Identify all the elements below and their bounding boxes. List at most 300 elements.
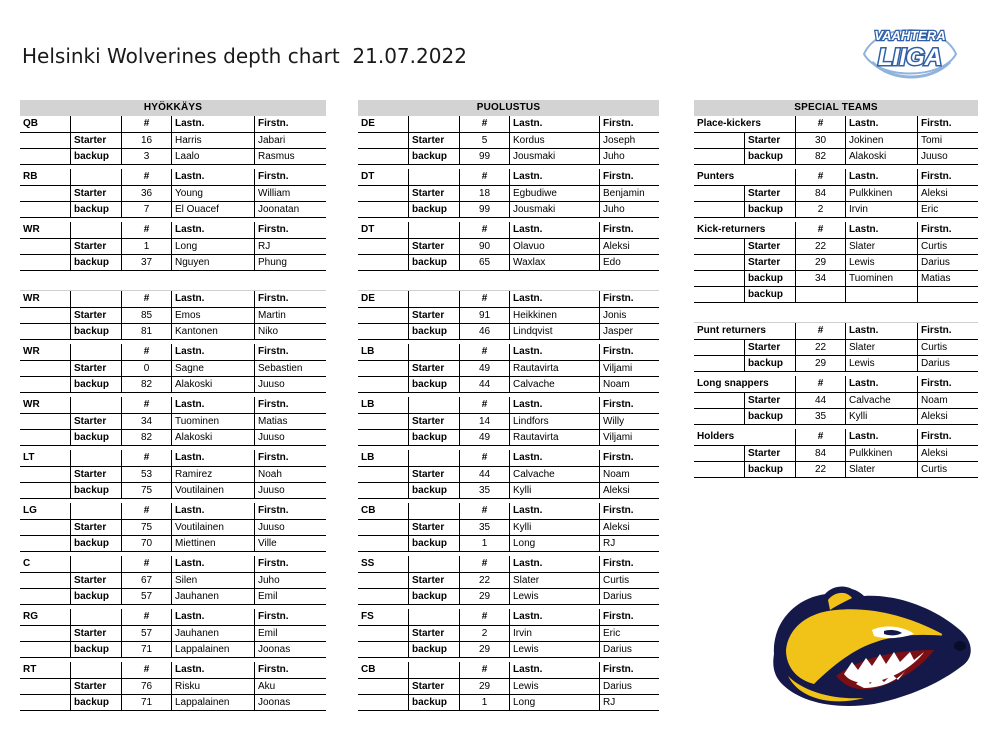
depth-role: Starter: [70, 238, 121, 254]
special-section-header: SPECIAL TEAMS: [694, 100, 978, 116]
position-block: [20, 291, 326, 340]
player-last-name: Calvache: [509, 376, 599, 392]
player-first-name: Benjamin: [599, 185, 659, 201]
player-first-name: Eric: [599, 625, 659, 641]
player-first-name: Joonas: [254, 641, 326, 657]
player-first-name: Juho: [254, 572, 326, 588]
depth-role: backup: [408, 323, 459, 339]
first-name-column-header: Firstn.: [254, 169, 326, 185]
first-name-column-header: Firstn.: [917, 169, 978, 185]
empty-cell: [408, 503, 459, 519]
position-block: [20, 450, 326, 499]
empty-cell: [408, 169, 459, 185]
depth-role: Starter: [744, 254, 795, 270]
number-column-header: #: [459, 450, 509, 466]
depth-role: Starter: [70, 678, 121, 694]
player-last-name: Lewis: [509, 641, 599, 657]
jersey-number: 44: [795, 392, 845, 408]
player-first-name: Joonas: [254, 694, 326, 710]
empty-cell: [358, 132, 408, 148]
position-block: [358, 450, 659, 499]
empty-cell: [694, 238, 744, 254]
player-last-name: Voutilainen: [171, 482, 254, 498]
position-block: [20, 609, 326, 658]
empty-cell: [694, 254, 744, 270]
last-name-column-header: Lastn.: [509, 609, 599, 625]
player-first-name: Juuso: [254, 429, 326, 445]
last-name-column-header: Lastn.: [171, 503, 254, 519]
empty-cell: [70, 169, 121, 185]
player-first-name: Juho: [599, 201, 659, 217]
first-name-column-header: Firstn.: [599, 397, 659, 413]
jersey-number: 44: [459, 376, 509, 392]
depth-role: Starter: [408, 307, 459, 323]
player-first-name: Emil: [254, 625, 326, 641]
depth-role: Starter: [408, 466, 459, 482]
first-name-column-header: Firstn.: [917, 323, 978, 339]
number-column-header: #: [795, 222, 845, 238]
empty-cell: [20, 588, 70, 604]
depth-role: backup: [744, 355, 795, 371]
empty-cell: [358, 323, 408, 339]
position-label: WR: [23, 346, 40, 357]
player-last-name: Kylli: [845, 408, 917, 424]
position-block: [358, 503, 659, 552]
empty-cell: [20, 535, 70, 551]
last-name-column-header: Lastn.: [845, 116, 917, 132]
first-name-column-header: Firstn.: [599, 556, 659, 572]
empty-cell: [694, 185, 744, 201]
position-label: QB: [23, 118, 38, 129]
player-first-name: Viljami: [599, 429, 659, 445]
empty-cell: [358, 307, 408, 323]
depth-role: Starter: [70, 360, 121, 376]
jersey-number: 37: [121, 254, 171, 270]
jersey-number: 71: [121, 641, 171, 657]
wolverine-head-icon: [764, 584, 976, 710]
jersey-number: 85: [121, 307, 171, 323]
jersey-number: 1: [121, 238, 171, 254]
empty-cell: [408, 291, 459, 307]
number-column-header: #: [121, 344, 171, 360]
player-first-name: RJ: [254, 238, 326, 254]
player-last-name: Olavuo: [509, 238, 599, 254]
depth-role: Starter: [408, 360, 459, 376]
player-first-name: Aleksi: [917, 445, 978, 461]
position-label: Long snappers: [697, 378, 769, 389]
number-column-header: #: [459, 397, 509, 413]
player-last-name: Jauhanen: [171, 625, 254, 641]
position-block: [20, 116, 326, 165]
player-first-name: Eric: [917, 201, 978, 217]
depth-role: Starter: [408, 678, 459, 694]
jersey-number: 49: [459, 360, 509, 376]
depth-role: backup: [744, 201, 795, 217]
player-first-name: [917, 286, 978, 302]
depth-role: backup: [408, 201, 459, 217]
position-block: [20, 556, 326, 605]
jersey-number: 67: [121, 572, 171, 588]
depth-role: backup: [744, 408, 795, 424]
jersey-number: 22: [459, 572, 509, 588]
position-label: CB: [361, 664, 376, 675]
first-name-column-header: Firstn.: [254, 222, 326, 238]
player-first-name: RJ: [599, 694, 659, 710]
player-first-name: Rasmus: [254, 148, 326, 164]
player-first-name: Emil: [254, 588, 326, 604]
jersey-number: 29: [459, 678, 509, 694]
player-last-name: Jokinen: [845, 132, 917, 148]
position-label: Punters: [697, 171, 735, 182]
jersey-number: 71: [121, 694, 171, 710]
defense-section: [358, 100, 659, 711]
empty-cell: [358, 519, 408, 535]
player-first-name: Noah: [254, 466, 326, 482]
depth-role: backup: [70, 482, 121, 498]
empty-cell: [408, 450, 459, 466]
offense-section-header: HYÖKKÄYS: [20, 100, 326, 116]
jersey-number: 1: [459, 535, 509, 551]
empty-cell: [70, 503, 121, 519]
number-column-header: #: [459, 503, 509, 519]
depth-role: backup: [70, 641, 121, 657]
first-name-column-header: Firstn.: [599, 450, 659, 466]
depth-role: backup: [408, 429, 459, 445]
last-name-column-header: Lastn.: [171, 397, 254, 413]
first-name-column-header: Firstn.: [599, 291, 659, 307]
empty-cell: [358, 535, 408, 551]
player-last-name: Long: [509, 535, 599, 551]
position-block: [358, 222, 659, 271]
jersey-number: 0: [121, 360, 171, 376]
empty-cell: [20, 360, 70, 376]
depth-role: Starter: [70, 185, 121, 201]
first-name-column-header: Firstn.: [917, 429, 978, 445]
jersey-number: 75: [121, 482, 171, 498]
position-label: DT: [361, 224, 375, 235]
empty-cell: [20, 572, 70, 588]
player-first-name: Darius: [917, 355, 978, 371]
depth-role: backup: [744, 461, 795, 477]
depth-role: backup: [408, 694, 459, 710]
empty-cell: [20, 413, 70, 429]
jersey-number: 99: [459, 148, 509, 164]
jersey-number: 2: [795, 201, 845, 217]
empty-cell: [70, 450, 121, 466]
player-first-name: Phung: [254, 254, 326, 270]
empty-cell: [358, 625, 408, 641]
depth-role: backup: [70, 376, 121, 392]
player-last-name: Egbudiwe: [509, 185, 599, 201]
depth-role: Starter: [70, 466, 121, 482]
player-last-name: Slater: [845, 461, 917, 477]
player-last-name: Sagne: [171, 360, 254, 376]
player-first-name: Viljami: [599, 360, 659, 376]
empty-cell: [358, 641, 408, 657]
first-name-column-header: Firstn.: [254, 116, 326, 132]
position-label: LT: [23, 452, 35, 463]
player-first-name: Jasper: [599, 323, 659, 339]
number-column-header: #: [121, 609, 171, 625]
empty-cell: [694, 355, 744, 371]
number-column-header: #: [459, 222, 509, 238]
jersey-number: 91: [459, 307, 509, 323]
depth-role: backup: [408, 641, 459, 657]
player-first-name: Aleksi: [599, 482, 659, 498]
number-column-header: #: [121, 222, 171, 238]
depth-role: Starter: [70, 519, 121, 535]
player-last-name: Slater: [509, 572, 599, 588]
player-last-name: Long: [509, 694, 599, 710]
empty-cell: [358, 429, 408, 445]
number-column-header: #: [459, 556, 509, 572]
vaahteraliiga-logo: [858, 18, 962, 84]
block-spacer: [694, 303, 978, 323]
last-name-column-header: Lastn.: [845, 376, 917, 392]
empty-cell: [694, 339, 744, 355]
number-column-header: #: [121, 556, 171, 572]
empty-cell: [408, 116, 459, 132]
jersey-number: 57: [121, 588, 171, 604]
position-label: Place-kickers: [697, 118, 761, 129]
position-block: [694, 222, 978, 303]
player-last-name: Jauhanen: [171, 588, 254, 604]
player-last-name: Kordus: [509, 132, 599, 148]
player-last-name: Alakoski: [171, 429, 254, 445]
depth-role: Starter: [70, 413, 121, 429]
depth-role: backup: [408, 254, 459, 270]
depth-role: backup: [744, 286, 795, 302]
last-name-column-header: Lastn.: [509, 503, 599, 519]
player-first-name: Aleksi: [917, 185, 978, 201]
number-column-header: #: [121, 450, 171, 466]
position-label: RT: [23, 664, 37, 675]
empty-cell: [20, 678, 70, 694]
logo-text-bottom: LIIGA: [878, 44, 942, 71]
empty-cell: [694, 461, 744, 477]
position-label: SS: [361, 558, 375, 569]
player-first-name: Niko: [254, 323, 326, 339]
depth-role: backup: [744, 148, 795, 164]
depth-role: Starter: [744, 238, 795, 254]
defense-section-header: PUOLUSTUS: [358, 100, 659, 116]
wolverine-mascot: [764, 584, 976, 710]
depth-role: Starter: [70, 625, 121, 641]
player-last-name: Lewis: [509, 588, 599, 604]
depth-role: Starter: [408, 185, 459, 201]
player-first-name: Curtis: [917, 339, 978, 355]
player-first-name: Juuso: [254, 482, 326, 498]
empty-cell: [20, 482, 70, 498]
empty-cell: [408, 662, 459, 678]
empty-cell: [358, 360, 408, 376]
first-name-column-header: Firstn.: [917, 222, 978, 238]
empty-cell: [20, 201, 70, 217]
position-label: Holders: [697, 431, 735, 442]
position-label: DE: [361, 118, 375, 129]
jersey-number: 53: [121, 466, 171, 482]
position-block: [20, 397, 326, 446]
depth-role: backup: [70, 429, 121, 445]
empty-cell: [358, 413, 408, 429]
position-block: [358, 556, 659, 605]
depth-role: Starter: [70, 572, 121, 588]
first-name-column-header: Firstn.: [917, 376, 978, 392]
player-last-name: Lewis: [509, 678, 599, 694]
first-name-column-header: Firstn.: [599, 222, 659, 238]
first-name-column-header: Firstn.: [599, 503, 659, 519]
empty-cell: [20, 132, 70, 148]
player-first-name: Ville: [254, 535, 326, 551]
depth-role: Starter: [408, 519, 459, 535]
player-last-name: Waxlax: [509, 254, 599, 270]
last-name-column-header: Lastn.: [845, 429, 917, 445]
first-name-column-header: Firstn.: [599, 662, 659, 678]
first-name-column-header: Firstn.: [254, 556, 326, 572]
player-last-name: Emos: [171, 307, 254, 323]
last-name-column-header: Lastn.: [171, 556, 254, 572]
number-column-header: #: [795, 323, 845, 339]
player-last-name: Lindfors: [509, 413, 599, 429]
position-label: LB: [361, 452, 375, 463]
empty-cell: [408, 397, 459, 413]
player-last-name: Lappalainen: [171, 641, 254, 657]
empty-cell: [408, 222, 459, 238]
jersey-number: 3: [121, 148, 171, 164]
player-last-name: Risku: [171, 678, 254, 694]
last-name-column-header: Lastn.: [509, 116, 599, 132]
jersey-number: 29: [795, 355, 845, 371]
empty-cell: [358, 238, 408, 254]
depth-role: backup: [744, 270, 795, 286]
jersey-number: 99: [459, 201, 509, 217]
player-first-name: Martin: [254, 307, 326, 323]
player-last-name: Nguyen: [171, 254, 254, 270]
depth-role: Starter: [744, 392, 795, 408]
maple-leaf-logo-icon: [858, 18, 962, 84]
player-last-name: Lappalainen: [171, 694, 254, 710]
player-last-name: Laalo: [171, 148, 254, 164]
depth-role: backup: [408, 535, 459, 551]
jersey-number: 35: [459, 482, 509, 498]
last-name-column-header: Lastn.: [171, 662, 254, 678]
player-first-name: Noam: [599, 466, 659, 482]
first-name-column-header: Firstn.: [254, 291, 326, 307]
player-last-name: Tuominen: [171, 413, 254, 429]
last-name-column-header: Lastn.: [509, 450, 599, 466]
number-column-header: #: [121, 662, 171, 678]
jersey-number: 76: [121, 678, 171, 694]
number-column-header: #: [459, 169, 509, 185]
jersey-number: 90: [459, 238, 509, 254]
jersey-number: 34: [121, 413, 171, 429]
empty-cell: [358, 201, 408, 217]
player-first-name: Matias: [254, 413, 326, 429]
player-first-name: Curtis: [599, 572, 659, 588]
position-block: [694, 116, 978, 165]
player-last-name: Alakoski: [845, 148, 917, 164]
first-name-column-header: Firstn.: [599, 344, 659, 360]
depth-role: Starter: [408, 238, 459, 254]
empty-cell: [694, 201, 744, 217]
empty-cell: [70, 291, 121, 307]
depth-role: Starter: [408, 413, 459, 429]
first-name-column-header: Firstn.: [254, 662, 326, 678]
depth-role: Starter: [744, 185, 795, 201]
last-name-column-header: Lastn.: [171, 169, 254, 185]
first-name-column-header: Firstn.: [917, 116, 978, 132]
player-first-name: Jabari: [254, 132, 326, 148]
position-block: [20, 503, 326, 552]
position-block: [694, 169, 978, 218]
depth-role: backup: [70, 535, 121, 551]
last-name-column-header: Lastn.: [509, 662, 599, 678]
jersey-number: 35: [459, 519, 509, 535]
last-name-column-header: Lastn.: [509, 344, 599, 360]
position-block: [358, 662, 659, 711]
position-block: [20, 344, 326, 393]
player-first-name: Aleksi: [917, 408, 978, 424]
jersey-number: 82: [121, 376, 171, 392]
empty-cell: [358, 148, 408, 164]
last-name-column-header: Lastn.: [845, 169, 917, 185]
player-first-name: Darius: [599, 641, 659, 657]
empty-cell: [694, 408, 744, 424]
position-label: LG: [23, 505, 37, 516]
jersey-number: 14: [459, 413, 509, 429]
empty-cell: [70, 397, 121, 413]
player-first-name: Juuso: [254, 519, 326, 535]
number-column-header: #: [795, 116, 845, 132]
player-last-name: Pulkkinen: [845, 445, 917, 461]
jersey-number: 49: [459, 429, 509, 445]
first-name-column-header: Firstn.: [599, 609, 659, 625]
jersey-number: 70: [121, 535, 171, 551]
position-label: Punt returners: [697, 325, 766, 336]
empty-cell: [358, 694, 408, 710]
empty-cell: [20, 185, 70, 201]
player-first-name: Sebastien: [254, 360, 326, 376]
player-last-name: Rautavirta: [509, 360, 599, 376]
player-last-name: Irvin: [845, 201, 917, 217]
number-column-header: #: [459, 116, 509, 132]
number-column-header: #: [795, 376, 845, 392]
empty-cell: [358, 678, 408, 694]
player-first-name: Aleksi: [599, 238, 659, 254]
logo-text-top: VAAHTERA: [874, 28, 946, 43]
player-first-name: Tomi: [917, 132, 978, 148]
position-block: [358, 291, 659, 340]
empty-cell: [70, 222, 121, 238]
player-first-name: Aleksi: [599, 519, 659, 535]
depth-role: Starter: [744, 445, 795, 461]
position-label: CB: [361, 505, 376, 516]
player-last-name: Young: [171, 185, 254, 201]
empty-cell: [20, 641, 70, 657]
player-last-name: Slater: [845, 238, 917, 254]
jersey-number: 35: [795, 408, 845, 424]
position-label: Kick-returners: [697, 224, 766, 235]
first-name-column-header: Firstn.: [254, 609, 326, 625]
position-block: [358, 397, 659, 446]
empty-cell: [20, 323, 70, 339]
player-first-name: Aku: [254, 678, 326, 694]
player-last-name: Voutilainen: [171, 519, 254, 535]
jersey-number: 22: [795, 238, 845, 254]
last-name-column-header: Lastn.: [171, 291, 254, 307]
jersey-number: 75: [121, 519, 171, 535]
player-last-name: Kylli: [509, 482, 599, 498]
